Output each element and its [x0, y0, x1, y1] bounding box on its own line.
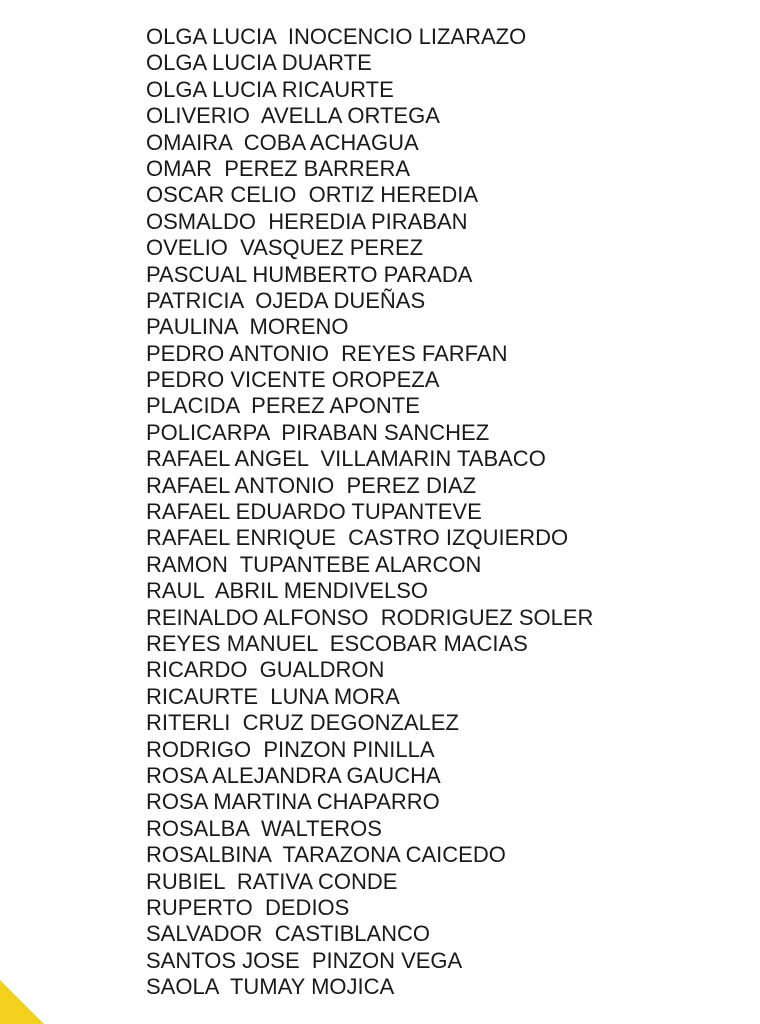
- list-item: SAOLA TUMAY MOJICA: [146, 974, 395, 1000]
- list-item: PEDRO VICENTE OROPEZA: [146, 367, 440, 393]
- list-item: RUPERTO DEDIOS: [146, 894, 350, 920]
- list-item: OLIVERIO AVELLA ORTEGA: [146, 103, 440, 129]
- list-item: ROSA ALEJANDRA GAUCHA: [146, 762, 441, 788]
- list-item: OLGA LUCIA INOCENCIO LIZARAZO: [146, 24, 527, 49]
- list-item: RAUL ABRIL MENDIVELSO: [146, 578, 429, 604]
- list-item: OMAIRA COBA ACHAGUA: [146, 129, 419, 155]
- list-item: PLACIDA PEREZ APONTE: [146, 393, 420, 419]
- list-item: RAMON TUPANTEBE ALARCON: [146, 551, 482, 577]
- name-list: [146, 24, 593, 1000]
- list-item: ROSA MARTINA CHAPARRO: [146, 789, 440, 815]
- list-item: ROSALBA WALTEROS: [146, 815, 382, 841]
- list-item: POLICARPA PIRABAN SANCHEZ: [146, 419, 490, 445]
- list-item: OLGA LUCIA DUARTE: [146, 50, 372, 76]
- list-item: RAFAEL ANTONIO PEREZ DIAZ: [146, 472, 477, 498]
- list-item: RUBIEL RATIVA CONDE: [146, 868, 398, 894]
- list-item: RODRIGO PINZON PINILLA: [146, 736, 435, 762]
- list-item: RITERLI CRUZ DEGONZALEZ: [146, 710, 459, 736]
- list-item: SALVADOR CASTIBLANCO: [146, 921, 431, 947]
- list-item: PATRICIA OJEDA DUEÑAS: [146, 287, 426, 313]
- list-item: OMAR PEREZ BARRERA: [146, 155, 411, 181]
- list-item: REYES MANUEL ESCOBAR MACIAS: [146, 630, 528, 656]
- list-item: ROSALBINA TARAZONA CAICEDO: [146, 842, 506, 868]
- list-item: OVELIO VASQUEZ PEREZ: [146, 235, 424, 261]
- list-item: RICARDO GUALDRON: [146, 657, 385, 683]
- list-item: PASCUAL HUMBERTO PARADA: [146, 261, 473, 287]
- list-item: RAFAEL EDUARDO TUPANTEVE: [146, 499, 482, 525]
- list-item: OSMALDO HEREDIA PIRABAN: [146, 208, 468, 234]
- list-item: RICAURTE LUNA MORA: [146, 683, 400, 709]
- list-item: OLGA LUCIA RICAURTE: [146, 76, 394, 102]
- list-item: PEDRO ANTONIO REYES FARFAN: [146, 340, 508, 366]
- list-item: RAFAEL ENRIQUE CASTRO IZQUIERDO: [146, 525, 569, 551]
- list-item: RAFAEL ANGEL VILLAMARIN TABACO: [146, 446, 546, 472]
- list-item: REINALDO ALFONSO RODRIGUEZ SOLER: [146, 604, 594, 630]
- list-item: PAULINA MORENO: [146, 314, 349, 340]
- corner-accent-shape: [0, 980, 44, 1024]
- list-item: SANTOS JOSE PINZON VEGA: [146, 947, 463, 973]
- list-item: OSCAR CELIO ORTIZ HEREDIA: [146, 182, 479, 208]
